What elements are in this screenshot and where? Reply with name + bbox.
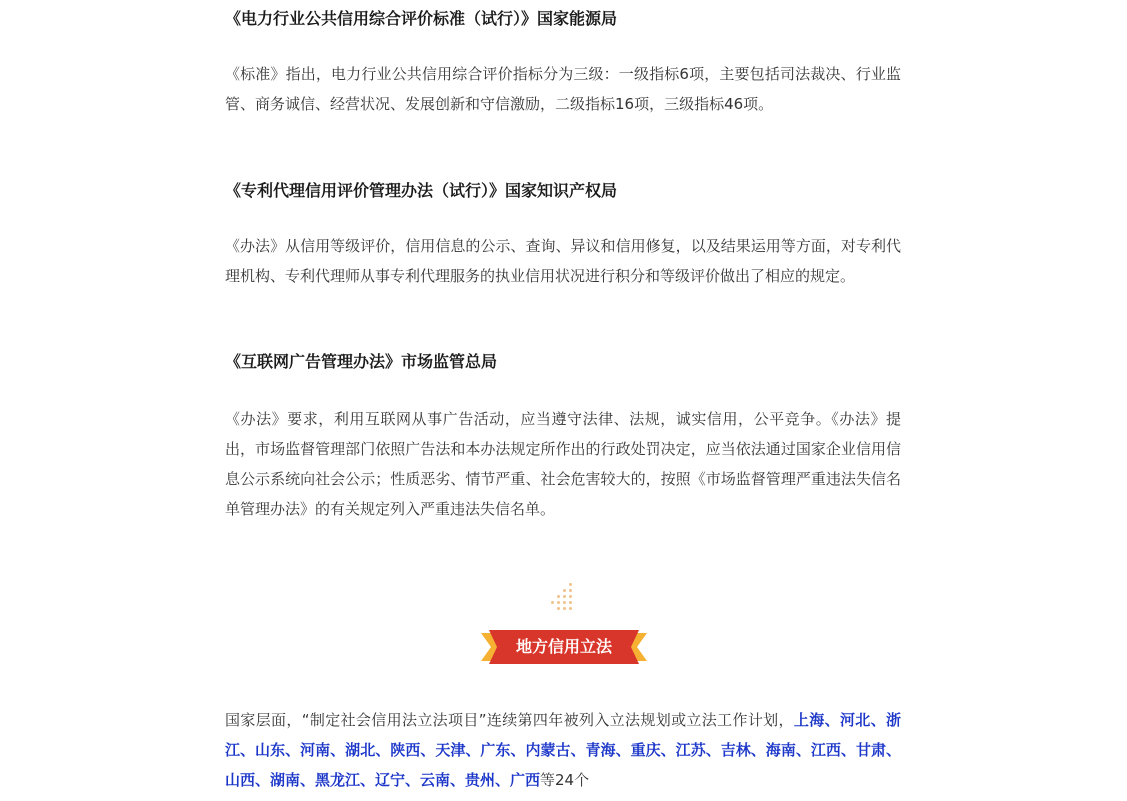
- local-legislation-paragraph: [225, 705, 901, 795]
- section-body-patent: 《办法》从信用等级评价，信用信息的公示、查询、异议和信用修复，以及结果运用等方面，对专利代理机构、专利代理师从事专利代理服务的执业信用状况进行积分和等级评价做出了相应的规定。: [225, 237, 901, 285]
- banner-label: 地方信用立法: [515, 637, 612, 656]
- section-title-internet-ad: 《互联网广告管理办法》市场监管总局: [225, 352, 498, 371]
- section-body-electric: 《标准》指出，电力行业公共信用综合评价指标分为三级：一级指标6项，主要包括司法裁决、行业监管、商务诚信、经营状况、发展创新和守信激励，二级指标16项，三级指标46项。: [225, 65, 901, 113]
- section-title-patent: 《专利代理信用评价管理办法（试行）》国家知识产权局: [225, 181, 618, 200]
- dots-ornament-icon: [551, 583, 575, 613]
- section-body-internet-ad: 《办法》要求，利用互联网从事广告活动，应当遵守法律、法规，诚实信用，公平竞争。《办法》提出，市场监督管理部门依照广告法和本办法规定所作出的行政处罚决定，应当依法通过国家企业信用信息公示系统向社会公示；性质恶劣、情节严重、社会危害较大的，按照《市场监督管理严重违法失信名单管理办法》的有关规定列入严重违法失信名单。: [225, 410, 901, 518]
- local-intro: 国家层面，“制定社会信用法立法项目”连续第四年被列入立法规划或立法工作计划，: [225, 711, 794, 729]
- section-title-electric: 《电力行业公共信用综合评价标准（试行）》国家能源局: [225, 9, 618, 28]
- local-tail: 等24个: [540, 771, 590, 789]
- section-banner: [481, 626, 647, 668]
- province-list: 上海、河北、浙江、山东、河南、湖北、陕西、天津、广东、内蒙古、青海、重庆、江苏、吉林、海南、江西、甘肃、山西、湖南、黑龙江、辽宁、云南、贵州、广西: [225, 711, 901, 789]
